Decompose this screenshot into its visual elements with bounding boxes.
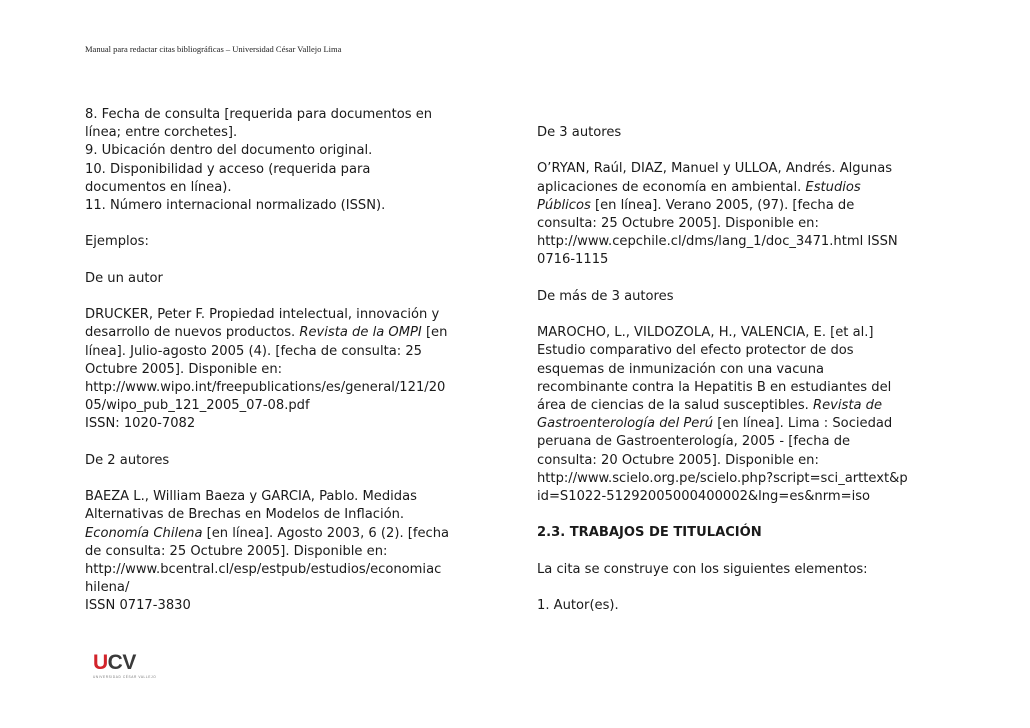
list-item: 1. Autor(es). xyxy=(537,598,619,614)
heading-tres-autores: De 3 autores xyxy=(537,125,622,140)
url-line: http://www.wipo.int/freepublications/es/general/121/20 xyxy=(85,380,446,395)
section-title: 2.3. TRABAJOS DE TITULACIÓN xyxy=(537,525,762,541)
text-line: BAEZA L., William Baeza y GARCIA, Pablo. Medidas xyxy=(85,489,417,505)
text-line: documentos en línea). xyxy=(85,179,232,195)
url-line: hilena/ xyxy=(85,580,130,596)
issn-line: ISSN: 1020-7082 xyxy=(85,416,196,432)
text-line: Gastroenterología del Perú [en línea]. Lima : Sociedad xyxy=(537,416,893,432)
journal-title: Revista de la OMPI xyxy=(299,325,422,341)
logo-letter-u: U xyxy=(93,651,108,674)
ucv-logo xyxy=(93,651,157,684)
ejemplos-label: Ejemplos: xyxy=(85,234,149,250)
logo-tagline: UNIVERSIDAD CÉSAR VALLEJO xyxy=(93,675,157,679)
text-line: de consulta: 25 Octubre 2005]. Disponible en: xyxy=(85,543,388,559)
issn-line: ISSN 0717-3830 xyxy=(85,598,191,614)
text-line: área de ciencias de la salud susceptibles. Revista de xyxy=(537,398,883,413)
url-line: http://www.scielo.org.pe/scielo.php?script=sci_arttext&p xyxy=(537,470,908,486)
url-line: http://www.bcentral.cl/esp/estpub/estudios/economiac xyxy=(85,562,442,577)
heading-dos-autores: De 2 autores xyxy=(85,452,170,468)
text-line: O’RYAN, Raúl, DIAZ, Manuel y ULLOA, Andrés. Algunas xyxy=(537,161,893,177)
text-line: 10. Disponibilidad y acceso (requerida para xyxy=(85,161,371,177)
text-line: aplicaciones de economía en ambiental. Estudios xyxy=(537,179,861,195)
text-line: Economía Chilena [en línea]. Agosto 2003, 6 (2). [fecha xyxy=(85,525,450,541)
text-line: Octubre 2005]. Disponible en: xyxy=(85,361,283,377)
page-header: Manual para redactar citas bibliográficas – Universidad César Vallejo Lima xyxy=(85,44,342,54)
url-line: http://www.cepchile.cl/dms/lang_1/doc_3471.html ISSN xyxy=(537,234,898,250)
text-line: 11. Número internacional normalizado (ISSN). xyxy=(85,198,386,214)
text-line: desarrollo de nuevos productos. Revista de la OMPI [en xyxy=(85,325,448,341)
logo-letters-cv: CV xyxy=(107,651,136,674)
text-line: línea]. Julio-agosto 2005 (4). [fecha de consulta: 25 xyxy=(85,343,422,359)
journal-title: Economía Chilena xyxy=(85,525,203,541)
url-line: id=S1022-51292005000400002&lng=es&nrm=iso xyxy=(537,489,871,505)
text-line: MAROCHO, L., VILDOZOLA, H., VALENCIA, E. [et al.] xyxy=(537,325,874,341)
issn-line: 0716-1115 xyxy=(537,252,609,268)
text-line: Alternativas de Brechas en Modelos de Inflación. xyxy=(85,507,405,523)
heading-mas-autores: De más de 3 autores xyxy=(537,288,674,304)
journal-title: Públicos xyxy=(537,197,591,213)
text-line: Públicos [en línea]. Verano 2005, (97). [fecha de xyxy=(537,197,855,213)
url-line: 05/wipo_pub_121_2005_07-08.pdf xyxy=(85,398,310,414)
intro-line: La cita se construye con los siguientes elementos: xyxy=(537,561,868,577)
text-line: 8. Fecha de consulta [requerida para documentos en xyxy=(85,107,433,122)
journal-title: Revista de xyxy=(812,398,883,413)
right-column xyxy=(537,124,957,615)
journal-title: Estudios xyxy=(805,179,861,195)
text-line: consulta: 20 Octubre 2005]. Disponible en: xyxy=(537,452,819,468)
text-line: DRUCKER, Peter F. Propiedad intelectual, innovación y xyxy=(85,307,440,323)
text-line: línea; entre corchetes]. xyxy=(85,125,238,141)
text-line: recombinante contra la Hepatitis B en estudiantes del xyxy=(537,379,892,395)
journal-title: Gastroenterología del Perú xyxy=(537,416,714,432)
text-line: 9. Ubicación dentro del documento original. xyxy=(85,143,373,159)
text-line: esquemas de inmunización con una vacuna xyxy=(537,361,825,377)
text-line: peruana de Gastroenterología, 2005 - [fecha de xyxy=(537,434,851,450)
text-line: Estudio comparativo del efecto protector de dos xyxy=(537,343,854,359)
left-column xyxy=(85,106,505,616)
text-line: consulta: 25 Octubre 2005]. Disponible en: xyxy=(537,216,819,231)
heading-un-autor: De un autor xyxy=(85,270,163,286)
